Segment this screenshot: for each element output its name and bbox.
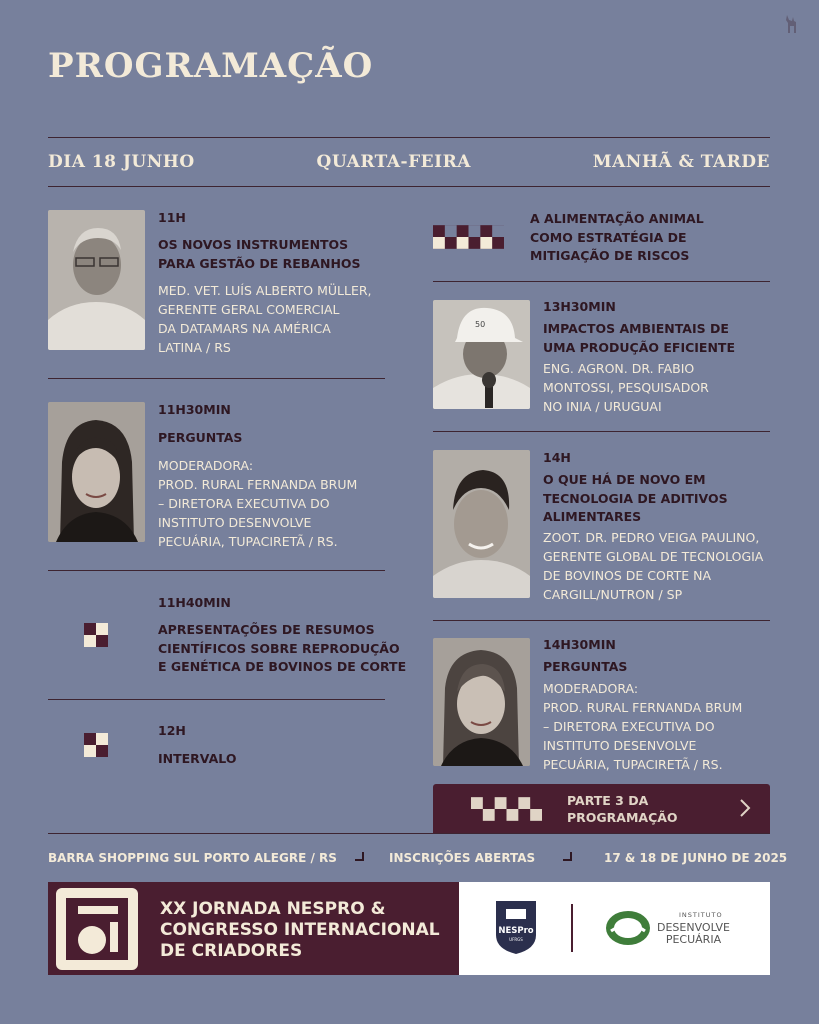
speaker-info: MED. VET. LUÍS ALBERTO MÜLLER, GERENTE GERAL COMERCIAL DA DATAMARS NA AMÉRICA LATINA / RS: [158, 283, 372, 355]
svg-text:50: 50: [475, 320, 486, 329]
divider: [433, 281, 770, 282]
page-title: PROGRAMAÇÃO: [48, 46, 374, 86]
event-banner: [48, 882, 459, 975]
next-part-button[interactable]: [433, 784, 770, 833]
speaker-info: MODERADORA: PROD. RURAL FERNANDA BRUM – DIRETORA EXECUTIVA DO INSTITUTO DESENVOLVE PECUÁRIA, TUPACIRETÃ / RS.: [543, 681, 743, 772]
section-title: A ALIMENTAÇÃO ANIMAL COMO ESTRATÉGIA DE MITIGAÇÃO DE RISCOS: [530, 211, 704, 263]
session-title: APRESENTAÇÕES DE RESUMOS CIENTÍFICOS SOBRE REPRODUÇÃO E GENÉTICA DE BOVINOS DE CORTE: [158, 622, 407, 674]
nespro-logo-sub: UFRGS: [509, 937, 523, 942]
speaker-info: ENG. AGRON. DR. FABIO MONTOSSI, PESQUISADOR NO INIA / URUGUAI: [543, 361, 709, 414]
divider: [433, 620, 770, 621]
divider: [48, 699, 385, 700]
instituto-desenvolve-pecuaria-logo-icon: [605, 909, 651, 947]
partners-panel: [459, 882, 770, 975]
divider: [571, 904, 573, 952]
time-label: 11H40MIN: [158, 595, 231, 610]
deer-icon: [783, 14, 801, 34]
day-header: [48, 152, 770, 172]
time-label: 13H30MIN: [543, 299, 616, 314]
partner-small-label: INSTITUTO: [679, 911, 723, 919]
session-title: INTERVALO: [158, 751, 237, 766]
divider: [48, 833, 770, 834]
session-title: IMPACTOS AMBIENTAIS DE UMA PRODUÇÃO EFICIENTE: [543, 321, 735, 355]
divider: [48, 186, 770, 187]
partner-name: DESENVOLVE PECUÁRIA: [657, 921, 730, 946]
location-text: BARRA SHOPPING SUL PORTO ALEGRE / RS: [48, 851, 337, 865]
session-title: PERGUNTAS: [543, 659, 628, 674]
corner-mark-icon: [563, 852, 572, 861]
nespro-logo-text: NESPro: [498, 926, 534, 936]
speaker-info: MODERADORA: PROD. RURAL FERNANDA BRUM – DIRETORA EXECUTIVA DO INSTITUTO DESENVOLVE PECUÁRIA, TUPACIRETÃ / RS.: [158, 458, 358, 549]
event-dates: 17 & 18 DE JUNHO DE 2025: [604, 851, 788, 865]
checker-icon: [84, 733, 108, 757]
speaker-photo-fernanda-brum: [433, 638, 530, 766]
event-name: XX JORNADA NESPRO & CONGRESSO INTERNACIONAL DE CRIADORES: [160, 899, 440, 961]
chevron-right-icon: [738, 798, 752, 818]
speaker-photo-luis-muller: [48, 210, 145, 350]
checker-pattern-icon: [471, 797, 542, 821]
day-label: DIA 18 JUNHO: [48, 152, 195, 172]
time-label: 14H: [543, 450, 571, 465]
time-label: 11H30MIN: [158, 402, 231, 417]
weekday-label: QUARTA-FEIRA: [316, 152, 471, 172]
divider: [433, 431, 770, 432]
corner-mark-icon: [355, 852, 364, 861]
time-label: 12H: [158, 723, 186, 738]
speaker-photo-fernanda-brum: [48, 402, 145, 542]
divider: [48, 378, 385, 379]
speaker-photo-pedro-paulino: [433, 450, 530, 598]
event-logo-icon: [56, 888, 138, 970]
registration-text: INSCRIÇÕES ABERTAS: [389, 851, 536, 865]
checker-icon: [84, 623, 108, 647]
nespro-logo-icon: [494, 899, 538, 955]
divider: [48, 570, 385, 571]
period-label: MANHÃ & TARDE: [592, 152, 770, 172]
divider: [48, 137, 770, 138]
session-title: O QUE HÁ DE NOVO EM TECNOLOGIA DE ADITIVOS ALIMENTARES: [543, 472, 728, 524]
checker-pattern-icon: [433, 225, 504, 249]
time-label: 14H30MIN: [543, 637, 616, 652]
session-title: PERGUNTAS: [158, 430, 243, 445]
speaker-photo-fabio-montossi: [433, 300, 530, 409]
session-title: OS NOVOS INSTRUMENTOS PARA GESTÃO DE REBANHOS: [158, 237, 361, 271]
time-label: 11H: [158, 210, 186, 225]
speaker-info: ZOOT. DR. PEDRO VEIGA PAULINO, GERENTE GLOBAL DE TECNOLOGIA DE BOVINOS DE CORTE NA CARGILL/NUTRON / SP: [543, 530, 764, 602]
next-part-label: PARTE 3 DA PROGRAMAÇÃO: [567, 793, 678, 825]
